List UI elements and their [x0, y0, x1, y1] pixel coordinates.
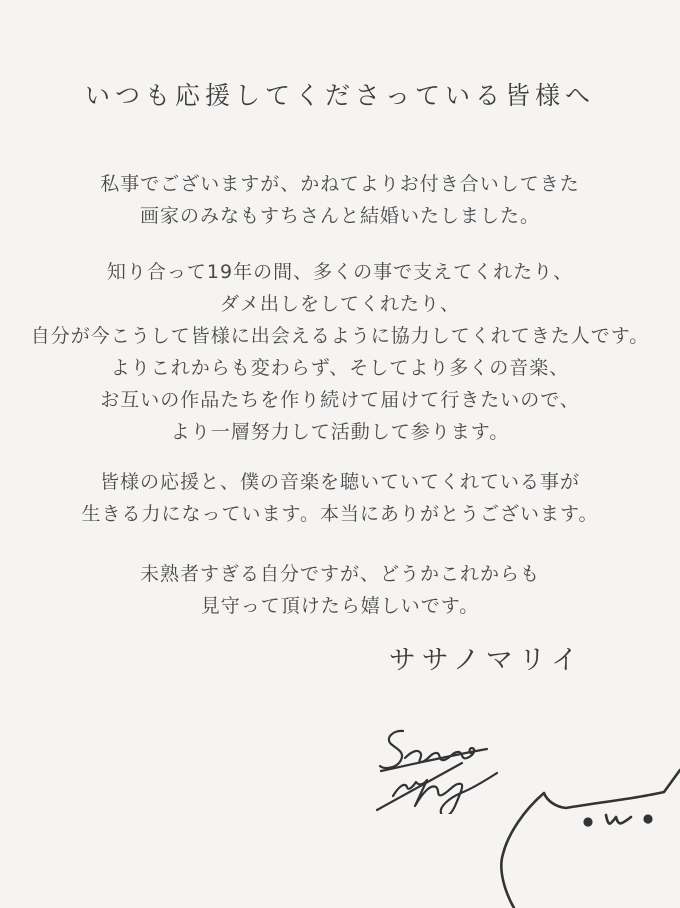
text-line: ダメ出しをしてくれたり、: [219, 293, 460, 315]
autograph-stroke: [405, 748, 474, 762]
cat-mouth: [606, 815, 631, 824]
paragraph-gratitude: [0, 466, 680, 530]
autograph-signature-drawing: [365, 722, 505, 814]
text-line: 見守って頂けたら嬉しいです。: [200, 595, 480, 617]
autograph-stroke: [381, 749, 487, 771]
cat-left-eye: [583, 817, 592, 826]
text-line: 自分が今こうして皆様に出会えるように協力してくれてきた人です。: [30, 325, 650, 347]
cat-right-eye: [643, 814, 652, 823]
signature-artist-name: ササノマリイ: [388, 645, 584, 676]
letter-heading: いつも応援してくださっている皆様へ: [84, 81, 595, 110]
text-line: 未熟者すぎる自分ですが、どうかこれからも: [139, 563, 540, 585]
cat-head-outline: [501, 770, 680, 908]
cat-doodle-drawing: [494, 768, 680, 908]
text-line: 知り合って19年の間、多くの事で支えてくれたり、: [106, 261, 574, 283]
text-line: よりこれからも変わらず、そしてより多くの音楽、: [110, 357, 570, 379]
autograph-stroke: [380, 731, 403, 768]
text-line: より一層努力して活動して参ります。: [170, 421, 510, 443]
text-line: 画家のみなもすちさんと結婚いたしました。: [139, 205, 540, 227]
text-line: 私事でございますが、かねてよりお付き合いしてきた: [100, 173, 580, 195]
paragraph-relationship-story: [0, 256, 680, 448]
paragraph-marriage-announcement: [0, 168, 680, 232]
text-line: 皆様の応援と、僕の音楽を聴いていてくれている事が: [99, 471, 580, 493]
text-line: 生きる力になっています。本当にありがとうございます。: [81, 503, 599, 525]
paragraph-closing-request: [0, 558, 680, 622]
text-line: お互いの作品たちを作り続けて届けて行きたいので、: [100, 389, 580, 411]
